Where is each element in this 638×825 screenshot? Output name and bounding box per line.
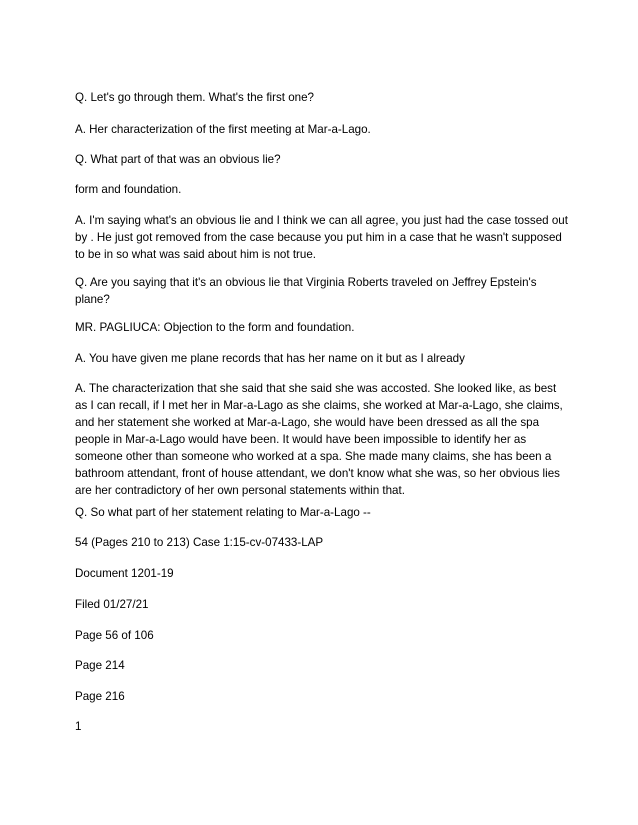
transcript-objection: MR. PAGLIUCA: Objection to the form and foundation. [75, 321, 355, 334]
transcript-answer-1: A. Her characterization of the first meeting at Mar-a-Lago. [75, 123, 371, 136]
case-page-header: 54 (Pages 210 to 213) Case 1:15-cv-07433-LAP [75, 536, 324, 549]
line-number: 1 [75, 720, 82, 733]
transcript-answer-4: A. The characterization that she said that she said she was accosted. She looked like, as best as I can recall, if I met her in Mar-a-Lago as she claims, she worked at Mar-a-Lago, she claims, and her statement she worked at Mar-a-Lago, she would have been dressed as all the spa people in Mar-a-Lago would have been. It would have been impossible to identify her as someone other than someone who worked at a spa. She made many claims, she has been a bathroom attendant, front of house attendant, we don't know what she was, so her obvious lies are her contradictory of her own personal statements within that. [75, 382, 563, 497]
transcript-question-4: Q. So what part of her statement relating to Mar-a-Lago -- [75, 506, 371, 519]
document-number: Document 1201-19 [75, 567, 174, 580]
transcript-question-1: Q. Let's go through them. What's the first one? [75, 91, 315, 104]
transcript-answer-3: A. You have given me plane records that has her name on it but as I already [75, 352, 465, 365]
transcript-fragment: form and foundation. [75, 183, 182, 196]
transcript-question-2: Q. What part of that was an obvious lie? [75, 153, 281, 166]
transcript-answer-2: A. I'm saying what's an obvious lie and I think we can all agree, you just had the case tossed out by . He just got removed from the case because you put him in a case that he wasn't supposed to be in so what was said about him is not true. [75, 214, 568, 261]
transcript-question-3: Q. Are you saying that it's an obvious lie that Virginia Roberts traveled on Jeffrey Epstein's plane? [75, 276, 537, 306]
page-count: Page 56 of 106 [75, 629, 154, 642]
filed-date: Filed 01/27/21 [75, 598, 149, 611]
page-number-216: Page 216 [75, 690, 125, 703]
page-number-214: Page 214 [75, 659, 125, 672]
